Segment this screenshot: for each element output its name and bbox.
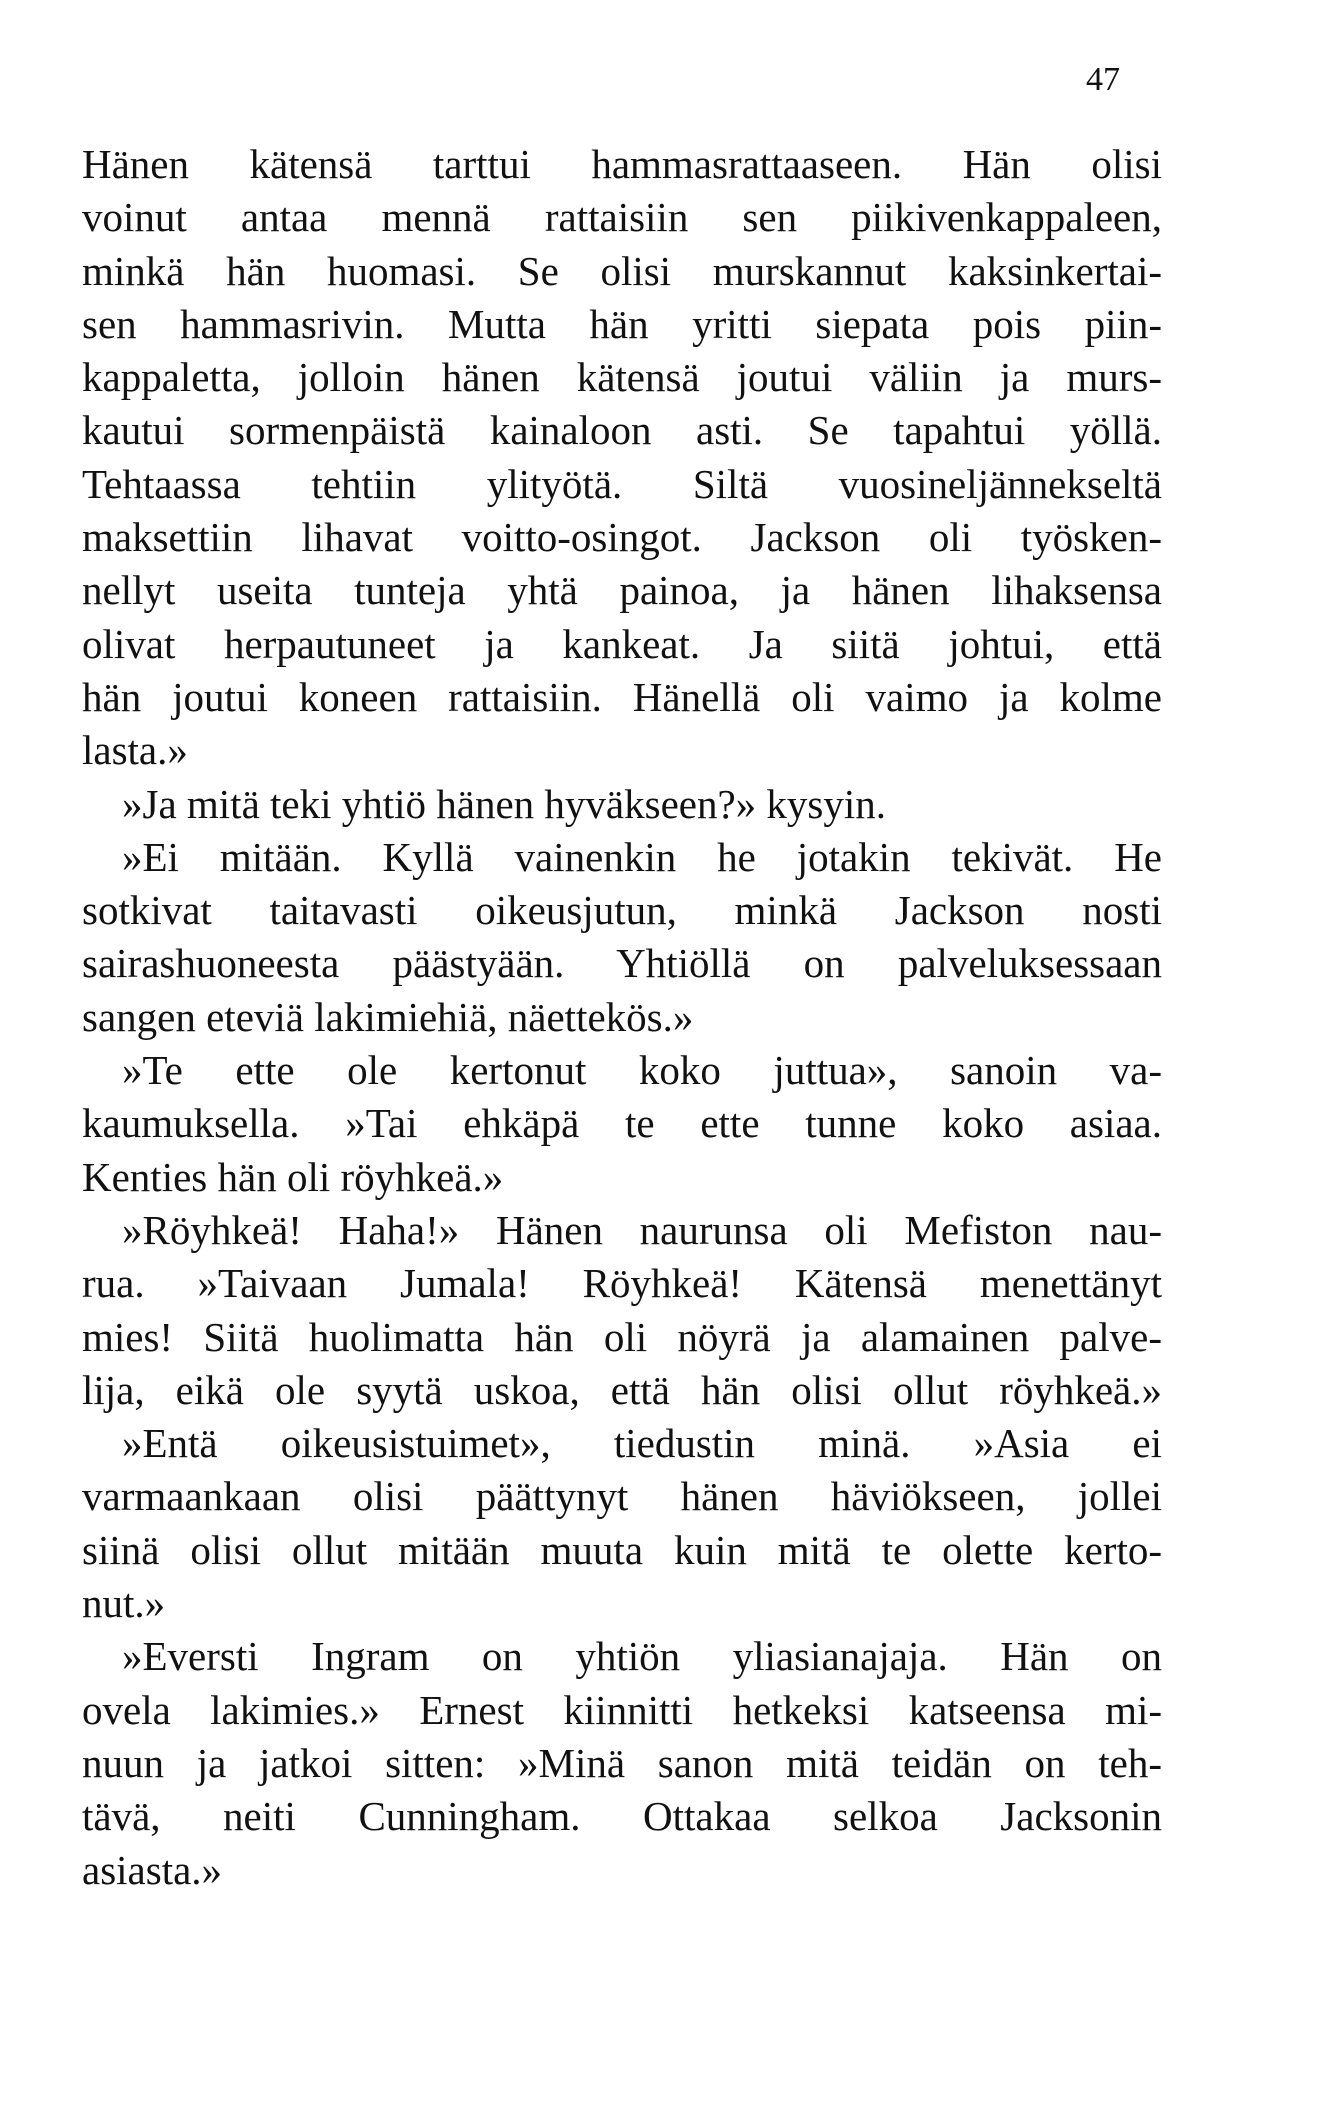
text-line: sairashuoneesta päästyään. Yhtiöllä on palveluksessaan: [82, 940, 1162, 987]
text-line: maksettiin lihavat voitto-osingot. Jackson oli työsken-: [82, 514, 1162, 561]
text-line: kappaletta, jolloin hänen kätensä joutui väliin ja murs-: [82, 354, 1162, 401]
text-line: »Ei mitään. Kyllä vainenkin he jotakin tekivät. He: [122, 833, 1162, 880]
text-line: varmaankaan olisi päättynyt hänen häviökseen, jollei: [82, 1473, 1162, 1520]
text-line: voinut antaa mennä rattaisiin sen piikivenkappaleen,: [82, 194, 1162, 241]
text-line: »Eversti Ingram on yhtiön yliasianajaja. Hän on: [122, 1633, 1162, 1680]
text-line: kautui sormenpäistä kainaloon asti. Se tapahtui yöllä.: [82, 407, 1162, 454]
text-line: nut.»: [82, 1580, 166, 1627]
text-line: »Entä oikeusistuimet», tiedustin minä. »Asia ei: [122, 1420, 1162, 1467]
text-line: asiasta.»: [82, 1846, 223, 1893]
text-line: rua. »Taivaan Jumala! Röyhkeä! Kätensä menettänyt: [82, 1260, 1162, 1307]
text-line: sotkivat taitavasti oikeusjutun, minkä Jackson nosti: [82, 887, 1162, 934]
text-line: lasta.»: [82, 727, 188, 774]
text-line: nellyt useita tunteja yhtä painoa, ja hänen lihaksensa: [82, 567, 1162, 614]
page-number: 47: [1086, 61, 1120, 98]
text-line: »Ja mitä teki yhtiö hänen hyväkseen?» kysyin.: [122, 780, 887, 827]
text-line: hän joutui koneen rattaisiin. Hänellä oli vaimo ja kolme: [82, 673, 1162, 720]
text-line: lija, eikä ole syytä uskoa, että hän olisi ollut röyhkeä.»: [82, 1366, 1162, 1413]
text-line: minkä hän huomasi. Se olisi murskannut kaksinkertai-: [82, 247, 1162, 294]
body-text: [82, 138, 1162, 1897]
text-line: sangen eteviä lakimiehiä, näettekös.»: [82, 993, 694, 1040]
text-line: »Te ette ole kertonut koko juttua», sanoin va-: [122, 1047, 1162, 1094]
text-line: mies! Siitä huolimatta hän oli nöyrä ja alamainen palve-: [82, 1313, 1162, 1360]
text-line: olivat herpautuneet ja kankeat. Ja siitä johtui, että: [82, 620, 1162, 667]
text-line: tävä, neiti Cunningham. Ottakaa selkoa Jacksonin: [82, 1793, 1162, 1840]
text-line: nuun ja jatkoi sitten: »Minä sanon mitä teidän on teh-: [82, 1739, 1162, 1786]
text-line: Hänen kätensä tarttui hammasrattaaseen. Hän olisi: [82, 141, 1162, 187]
text-line: siinä olisi ollut mitään muuta kuin mitä te olette kerto-: [82, 1526, 1162, 1573]
text-line: »Röyhkeä! Haha!» Hänen naurunsa oli Mefiston nau-: [122, 1206, 1162, 1253]
text-line: kaumuksella. »Tai ehkäpä te ette tunne koko asiaa.: [82, 1100, 1162, 1147]
text-line: ovela lakimies.» Ernest kiinnitti hetkeksi katseensa mi-: [82, 1686, 1162, 1733]
text-line: Kenties hän oli röyhkeä.»: [82, 1153, 504, 1200]
text-line: sen hammasrivin. Mutta hän yritti siepata pois piin-: [82, 300, 1162, 347]
text-line: Tehtaassa tehtiin ylityötä. Siltä vuosineljännekseltä: [82, 460, 1162, 507]
